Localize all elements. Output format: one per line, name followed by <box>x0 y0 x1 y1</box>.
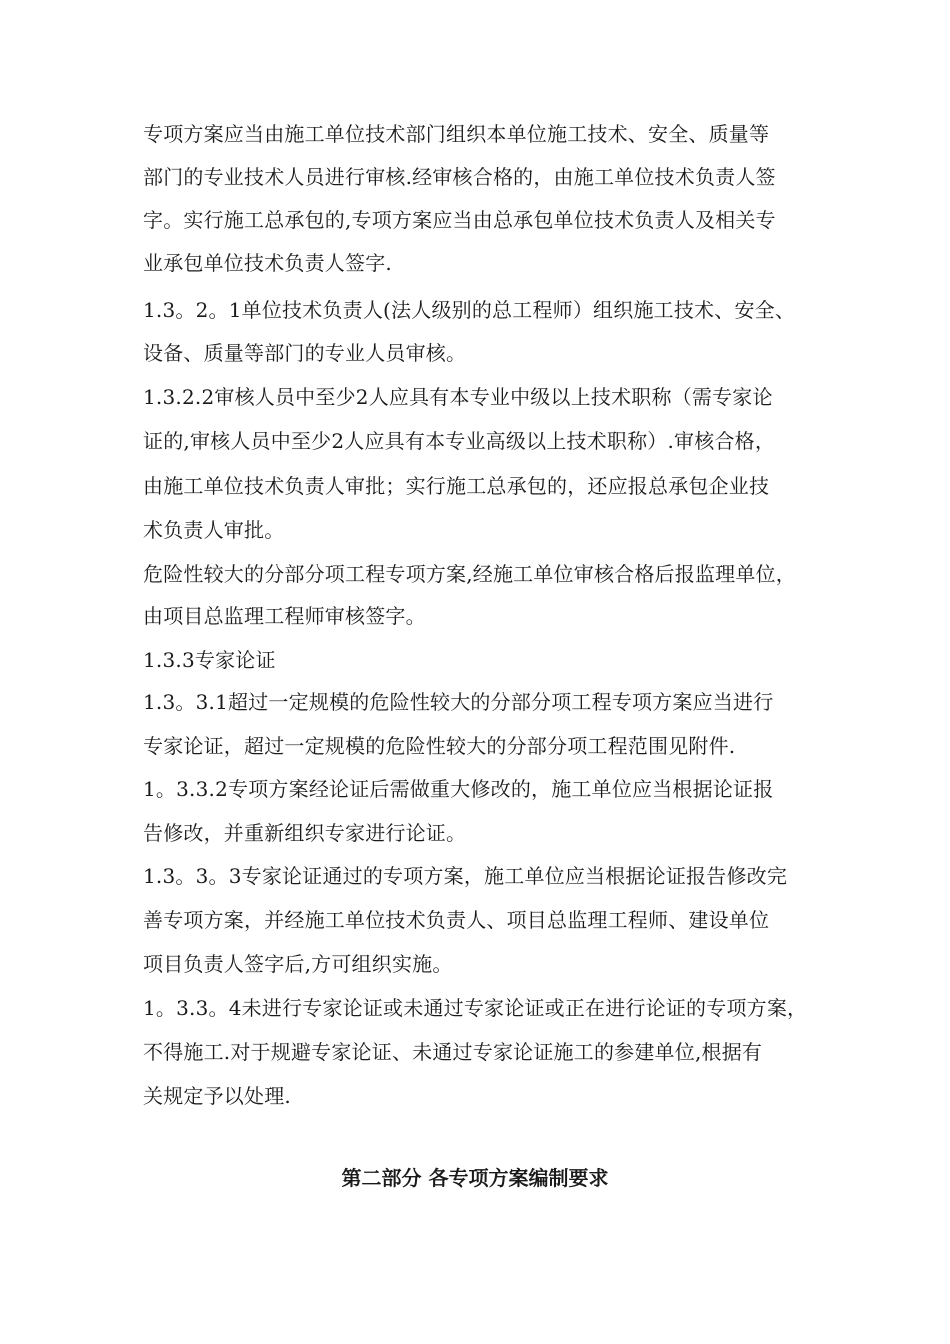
text-line: 1。3.3。4未进行专家论证或未通过专家论证或正在进行论证的专项方案， <box>143 996 808 1020</box>
part-heading: 第二部分 各专项方案编制要求 <box>341 1166 609 1190</box>
text-line: 不得施工.对于规避专家论证、未通过专家论证施工的参建单位,根据有 <box>143 1040 763 1064</box>
text-line: 1.3.2.2审核人员中至少2人应具有本专业中级以上技术职称（需专家论 <box>143 385 773 409</box>
text-line: 危险性较大的分部分项工程专项方案,经施工单位审核合格后报监理单位， <box>143 562 796 586</box>
text-line: 告修改，并重新组织专家进行论证。 <box>143 821 467 845</box>
text-line: 1.3。3.1超过一定规模的危险性较大的分部分项工程专项方案应当进行 <box>143 690 774 714</box>
text-line: 专家论证，超过一定规模的危险性较大的分部分项工程范围见附件. <box>143 734 736 758</box>
text-line: 关规定予以处理. <box>143 1084 291 1108</box>
text-line: 部门的专业技术人员进行审核.经审核合格的，由施工单位技术负责人签 <box>143 165 776 189</box>
text-line: 项目负责人签字后,方可组织实施。 <box>143 952 453 976</box>
text-line: 1。3.3.2专项方案经论证后需做重大修改的，施工单位应当根据论证报 <box>143 777 774 801</box>
text-line: 1.3。2。1单位技术负责人(法人级别的总工程师）组织施工技术、安全、 <box>143 298 796 322</box>
text-line: 证的,审核人员中至少2人应具有本专业高级以上技术职称）.审核合格， <box>143 429 776 453</box>
text-line: 1.3。3。3专家论证通过的专项方案，施工单位应当根据论证报告修改完 <box>143 864 788 888</box>
text-line: 术负责人审批。 <box>143 518 285 542</box>
text-line: 字。实行施工总承包的,专项方案应当由总承包单位技术负责人及相关专 <box>143 208 776 232</box>
text-line: 由项目总监理工程师审核签字。 <box>143 604 426 628</box>
text-line: 专项方案应当由施工单位技术部门组织本单位施工技术、安全、质量等 <box>143 122 770 146</box>
text-line: 善专项方案，并经施工单位技术负责人、项目总监理工程师、建设单位 <box>143 908 770 932</box>
text-line: 业承包单位技术负责人签字. <box>143 251 392 275</box>
text-line: 设备、质量等部门的专业人员审核。 <box>143 341 467 365</box>
text-line: 由施工单位技术负责人审批；实行施工总承包的，还应报总承包企业技 <box>143 474 770 498</box>
section-subheading: 1.3.3专家论证 <box>143 648 276 672</box>
